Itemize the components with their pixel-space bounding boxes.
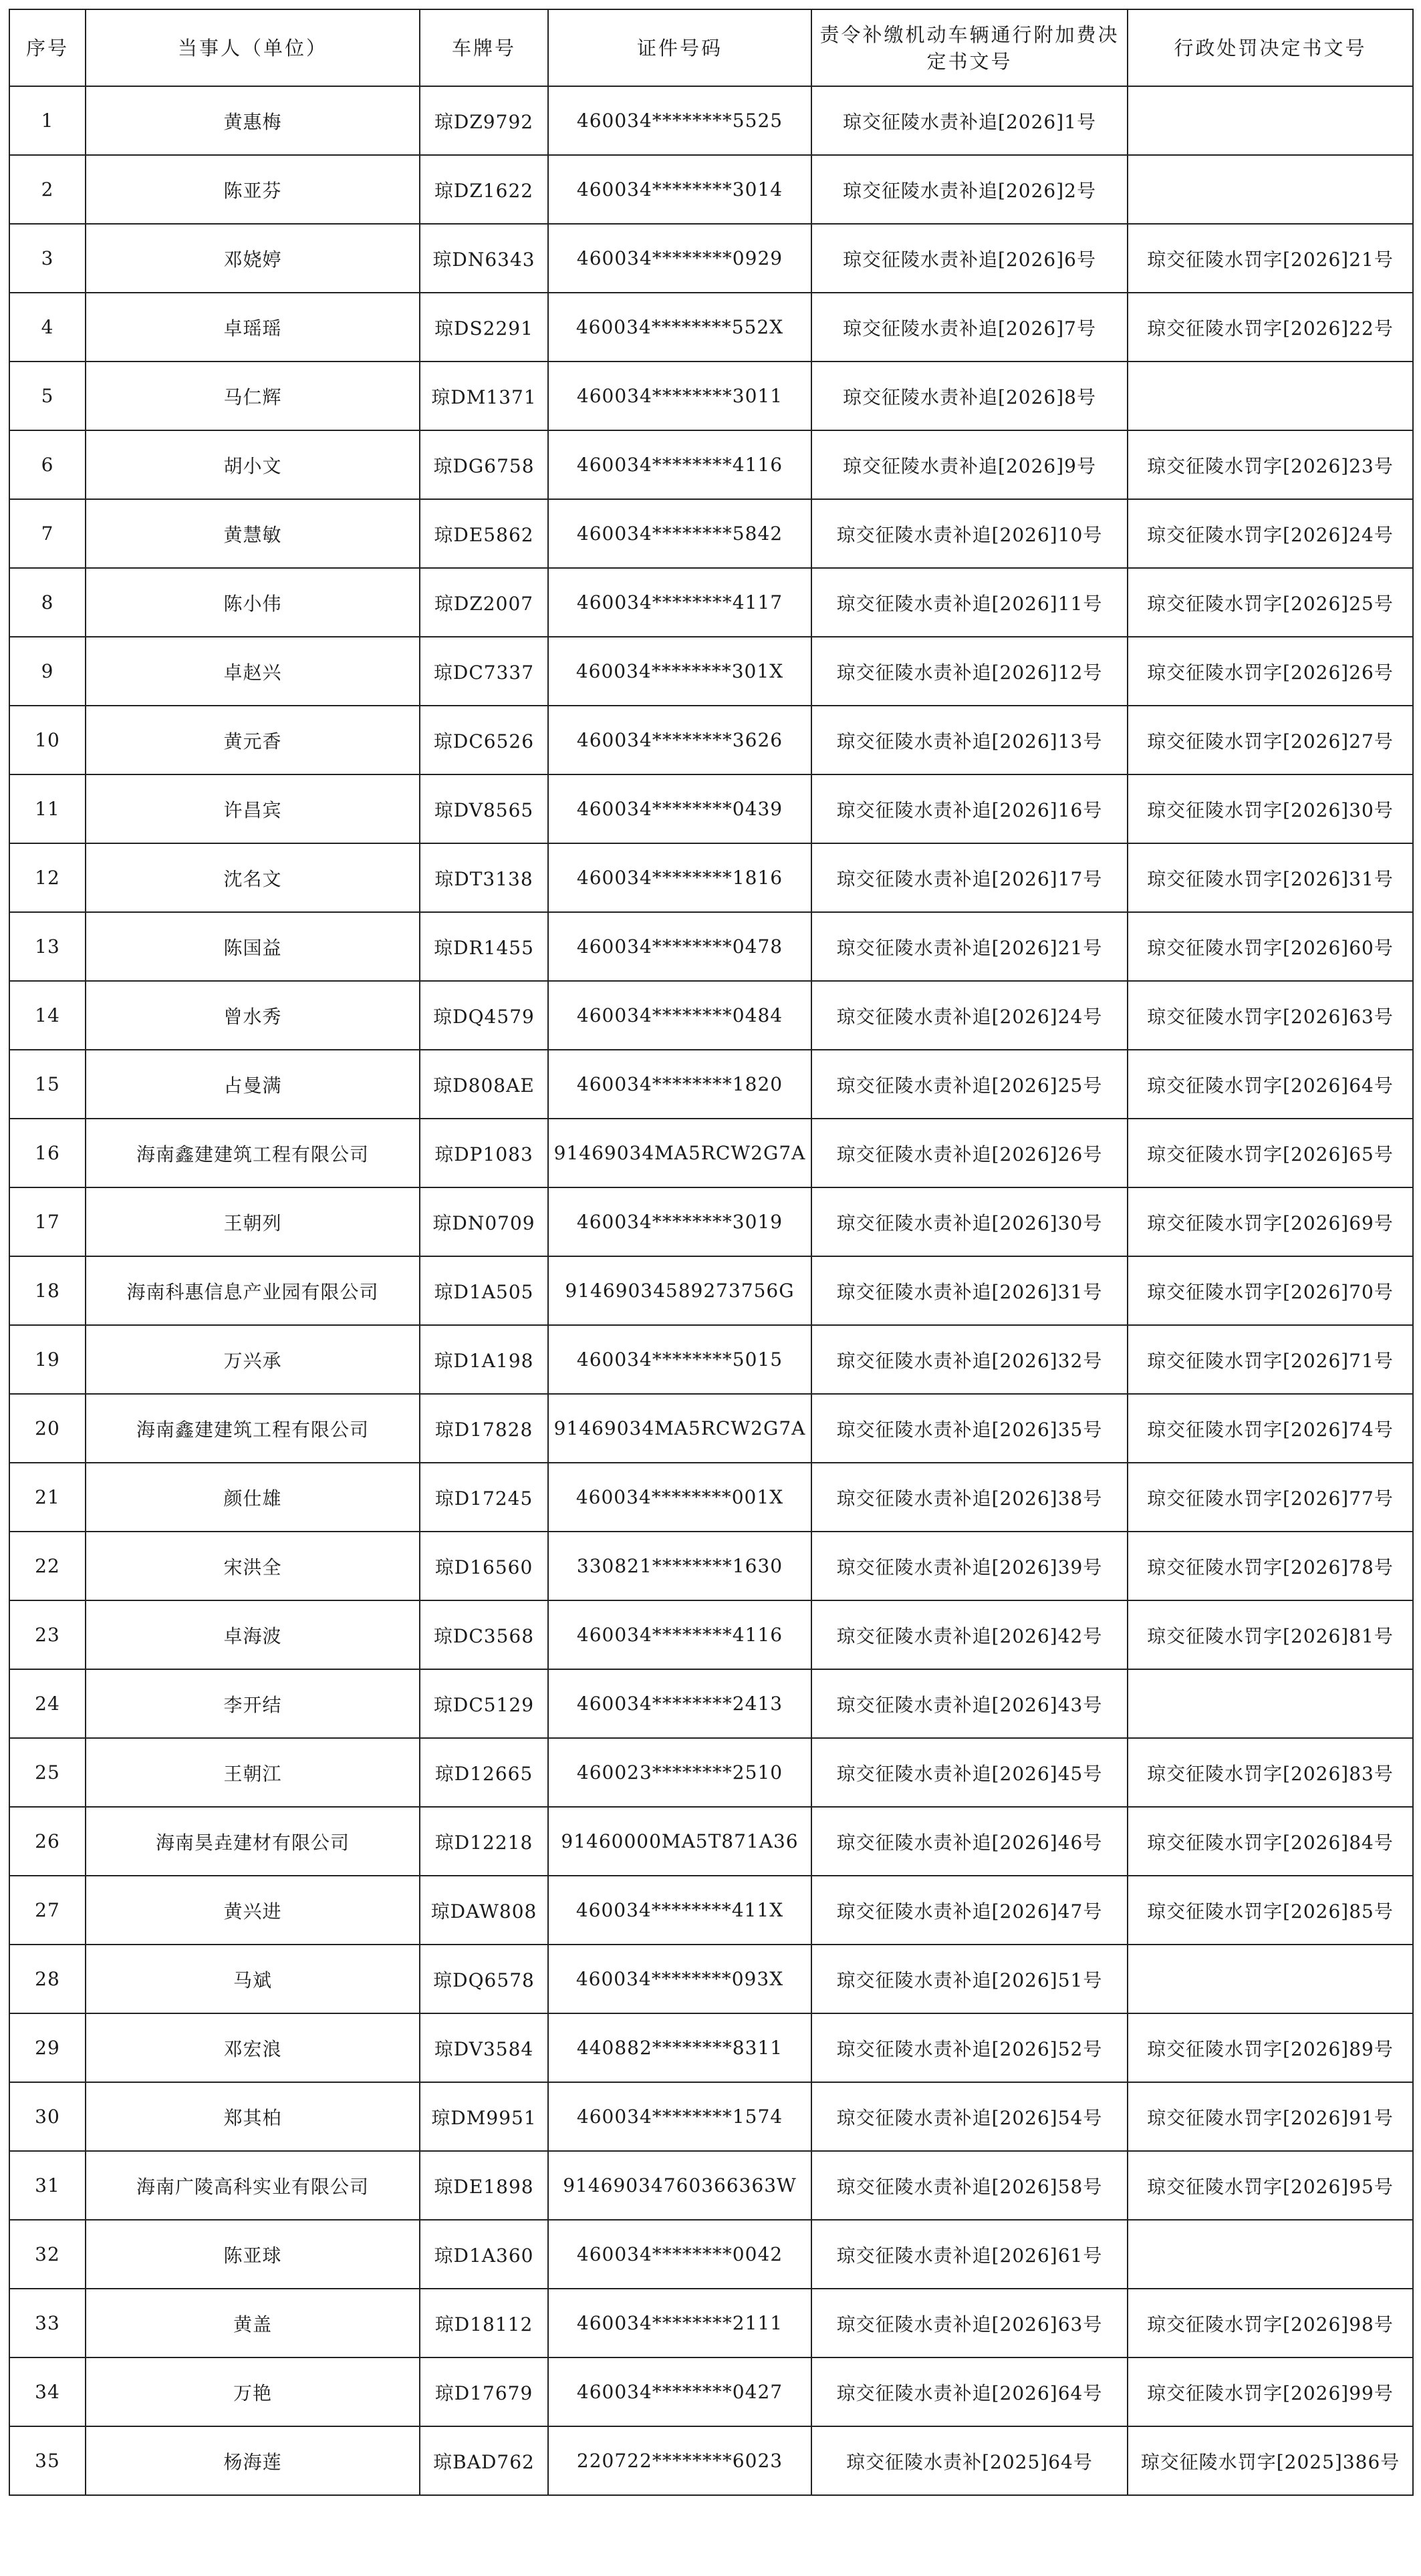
cell-id-number: 460034********4116 bbox=[548, 1600, 811, 1669]
table-header bbox=[9, 9, 1413, 86]
cell-party: 黄惠梅 bbox=[86, 86, 420, 155]
cell-penalty-decision-number: 琼交征陵水罚字[2026]21号 bbox=[1128, 224, 1413, 293]
cell-serial-number: 31 bbox=[9, 2151, 86, 2220]
table-row bbox=[9, 1669, 1413, 1738]
cell-plate-number: 琼DN6343 bbox=[420, 224, 548, 293]
cell-fee-decision-number: 琼交征陵水责补追[2026]31号 bbox=[811, 1256, 1128, 1325]
cell-penalty-decision-number: 琼交征陵水罚字[2026]74号 bbox=[1128, 1394, 1413, 1463]
cell-plate-number: 琼DV8565 bbox=[420, 774, 548, 843]
cell-serial-number: 10 bbox=[9, 706, 86, 774]
cell-id-number: 91469034MA5RCW2G7A bbox=[548, 1119, 811, 1187]
cell-plate-number: 琼DM9951 bbox=[420, 2082, 548, 2151]
cell-serial-number: 17 bbox=[9, 1187, 86, 1256]
cell-penalty-decision-number bbox=[1128, 1945, 1413, 2013]
cell-serial-number: 22 bbox=[9, 1532, 86, 1600]
cell-plate-number: 琼D1A198 bbox=[420, 1325, 548, 1394]
cell-serial-number: 4 bbox=[9, 293, 86, 362]
cell-plate-number: 琼DN0709 bbox=[420, 1187, 548, 1256]
cell-penalty-decision-number: 琼交征陵水罚字[2026]98号 bbox=[1128, 2289, 1413, 2357]
table-row bbox=[9, 1738, 1413, 1807]
cell-party: 黄元香 bbox=[86, 706, 420, 774]
cell-penalty-decision-number: 琼交征陵水罚字[2026]30号 bbox=[1128, 774, 1413, 843]
cell-serial-number: 24 bbox=[9, 1669, 86, 1738]
cell-party: 杨海莲 bbox=[86, 2426, 420, 2495]
header-row bbox=[9, 9, 1413, 86]
cell-plate-number: 琼D18112 bbox=[420, 2289, 548, 2357]
cell-fee-decision-number: 琼交征陵水责补追[2026]24号 bbox=[811, 981, 1128, 1050]
cell-id-number: 460034********1816 bbox=[548, 843, 811, 912]
cell-plate-number: 琼D12218 bbox=[420, 1807, 548, 1876]
cell-fee-decision-number: 琼交征陵水责补追[2026]17号 bbox=[811, 843, 1128, 912]
cell-plate-number: 琼DM1371 bbox=[420, 362, 548, 430]
cell-plate-number: 琼DQ4579 bbox=[420, 981, 548, 1050]
table-row bbox=[9, 2357, 1413, 2426]
cell-fee-decision-number: 琼交征陵水责补追[2026]30号 bbox=[811, 1187, 1128, 1256]
cell-party: 黄慧敏 bbox=[86, 499, 420, 568]
cell-serial-number: 21 bbox=[9, 1463, 86, 1532]
cell-id-number: 460034********5015 bbox=[548, 1325, 811, 1394]
cell-party: 卓海波 bbox=[86, 1600, 420, 1669]
cell-plate-number: 琼DC6526 bbox=[420, 706, 548, 774]
table-row bbox=[9, 1807, 1413, 1876]
cell-fee-decision-number: 琼交征陵水责补追[2026]64号 bbox=[811, 2357, 1128, 2426]
header-plate-number: 车牌号 bbox=[420, 9, 548, 86]
cell-serial-number: 32 bbox=[9, 2220, 86, 2289]
table-row bbox=[9, 499, 1413, 568]
cell-penalty-decision-number: 琼交征陵水罚字[2026]71号 bbox=[1128, 1325, 1413, 1394]
cell-party: 马斌 bbox=[86, 1945, 420, 2013]
cell-party: 占曼满 bbox=[86, 1050, 420, 1119]
cell-serial-number: 25 bbox=[9, 1738, 86, 1807]
table-row bbox=[9, 1876, 1413, 1945]
cell-serial-number: 16 bbox=[9, 1119, 86, 1187]
cell-penalty-decision-number: 琼交征陵水罚字[2026]84号 bbox=[1128, 1807, 1413, 1876]
cell-penalty-decision-number bbox=[1128, 155, 1413, 224]
cell-id-number: 460034********2111 bbox=[548, 2289, 811, 2357]
cell-id-number: 460034********0439 bbox=[548, 774, 811, 843]
table-body bbox=[9, 86, 1413, 2495]
cell-id-number: 460034********0929 bbox=[548, 224, 811, 293]
cell-party: 颜仕雄 bbox=[86, 1463, 420, 1532]
cell-id-number: 460034********552X bbox=[548, 293, 811, 362]
cell-plate-number: 琼DE5862 bbox=[420, 499, 548, 568]
cell-fee-decision-number: 琼交征陵水责补追[2026]13号 bbox=[811, 706, 1128, 774]
cell-penalty-decision-number: 琼交征陵水罚字[2026]26号 bbox=[1128, 637, 1413, 706]
cell-id-number: 91469034760366363W bbox=[548, 2151, 811, 2220]
cell-serial-number: 20 bbox=[9, 1394, 86, 1463]
cell-fee-decision-number: 琼交征陵水责补追[2026]42号 bbox=[811, 1600, 1128, 1669]
header-penalty-decision-number: 行政处罚决定书文号 bbox=[1128, 9, 1413, 86]
cell-party: 郑其柏 bbox=[86, 2082, 420, 2151]
cell-serial-number: 15 bbox=[9, 1050, 86, 1119]
cell-party: 邓娆婷 bbox=[86, 224, 420, 293]
cell-plate-number: 琼DZ2007 bbox=[420, 568, 548, 637]
cell-plate-number: 琼BAD762 bbox=[420, 2426, 548, 2495]
table-row bbox=[9, 86, 1413, 155]
table-row bbox=[9, 155, 1413, 224]
cell-serial-number: 33 bbox=[9, 2289, 86, 2357]
cell-serial-number: 26 bbox=[9, 1807, 86, 1876]
cell-penalty-decision-number: 琼交征陵水罚字[2026]64号 bbox=[1128, 1050, 1413, 1119]
cell-serial-number: 29 bbox=[9, 2013, 86, 2082]
table-row bbox=[9, 2220, 1413, 2289]
cell-penalty-decision-number: 琼交征陵水罚字[2025]386号 bbox=[1128, 2426, 1413, 2495]
cell-penalty-decision-number: 琼交征陵水罚字[2026]77号 bbox=[1128, 1463, 1413, 1532]
cell-fee-decision-number: 琼交征陵水责补追[2026]1号 bbox=[811, 86, 1128, 155]
table-row bbox=[9, 224, 1413, 293]
cell-party: 邓宏浪 bbox=[86, 2013, 420, 2082]
cell-party: 黄兴进 bbox=[86, 1876, 420, 1945]
table-row bbox=[9, 362, 1413, 430]
table-row bbox=[9, 1394, 1413, 1463]
cell-fee-decision-number: 琼交征陵水责补追[2026]16号 bbox=[811, 774, 1128, 843]
cell-plate-number: 琼DT3138 bbox=[420, 843, 548, 912]
cell-penalty-decision-number: 琼交征陵水罚字[2026]22号 bbox=[1128, 293, 1413, 362]
cell-plate-number: 琼DC5129 bbox=[420, 1669, 548, 1738]
cell-fee-decision-number: 琼交征陵水责补追[2026]51号 bbox=[811, 1945, 1128, 2013]
cell-plate-number: 琼D17245 bbox=[420, 1463, 548, 1532]
cell-fee-decision-number: 琼交征陵水责补追[2026]2号 bbox=[811, 155, 1128, 224]
cell-party: 陈亚芬 bbox=[86, 155, 420, 224]
penalty-notice-table bbox=[9, 9, 1414, 2496]
header-fee-decision-number: 责令补缴机动车辆通行附加费决定书文号 bbox=[811, 9, 1128, 86]
cell-serial-number: 13 bbox=[9, 912, 86, 981]
cell-fee-decision-number: 琼交征陵水责补追[2026]11号 bbox=[811, 568, 1128, 637]
cell-plate-number: 琼D17828 bbox=[420, 1394, 548, 1463]
cell-id-number: 91469034589273756G bbox=[548, 1256, 811, 1325]
cell-party: 沈名文 bbox=[86, 843, 420, 912]
cell-serial-number: 35 bbox=[9, 2426, 86, 2495]
cell-id-number: 330821********1630 bbox=[548, 1532, 811, 1600]
cell-fee-decision-number: 琼交征陵水责补[2025]64号 bbox=[811, 2426, 1128, 2495]
cell-penalty-decision-number: 琼交征陵水罚字[2026]60号 bbox=[1128, 912, 1413, 981]
cell-party: 陈亚球 bbox=[86, 2220, 420, 2289]
cell-penalty-decision-number: 琼交征陵水罚字[2026]95号 bbox=[1128, 2151, 1413, 2220]
table-row bbox=[9, 1256, 1413, 1325]
cell-plate-number: 琼DG6758 bbox=[420, 430, 548, 499]
cell-id-number: 460034********301X bbox=[548, 637, 811, 706]
cell-party: 王朝列 bbox=[86, 1187, 420, 1256]
table-row bbox=[9, 2426, 1413, 2495]
cell-id-number: 460034********2413 bbox=[548, 1669, 811, 1738]
cell-party: 卓赵兴 bbox=[86, 637, 420, 706]
cell-fee-decision-number: 琼交征陵水责补追[2026]7号 bbox=[811, 293, 1128, 362]
cell-serial-number: 12 bbox=[9, 843, 86, 912]
cell-penalty-decision-number: 琼交征陵水罚字[2026]24号 bbox=[1128, 499, 1413, 568]
cell-plate-number: 琼DS2291 bbox=[420, 293, 548, 362]
cell-id-number: 460034********1574 bbox=[548, 2082, 811, 2151]
cell-serial-number: 2 bbox=[9, 155, 86, 224]
cell-id-number: 460034********411X bbox=[548, 1876, 811, 1945]
cell-penalty-decision-number: 琼交征陵水罚字[2026]91号 bbox=[1128, 2082, 1413, 2151]
cell-penalty-decision-number: 琼交征陵水罚字[2026]81号 bbox=[1128, 1600, 1413, 1669]
cell-id-number: 460034********4117 bbox=[548, 568, 811, 637]
cell-fee-decision-number: 琼交征陵水责补追[2026]54号 bbox=[811, 2082, 1128, 2151]
cell-party: 许昌宾 bbox=[86, 774, 420, 843]
cell-id-number: 220722********6023 bbox=[548, 2426, 811, 2495]
cell-plate-number: 琼DZ1622 bbox=[420, 155, 548, 224]
cell-fee-decision-number: 琼交征陵水责补追[2026]45号 bbox=[811, 1738, 1128, 1807]
cell-id-number: 460034********4116 bbox=[548, 430, 811, 499]
cell-fee-decision-number: 琼交征陵水责补追[2026]39号 bbox=[811, 1532, 1128, 1600]
cell-penalty-decision-number bbox=[1128, 362, 1413, 430]
cell-fee-decision-number: 琼交征陵水责补追[2026]63号 bbox=[811, 2289, 1128, 2357]
cell-party: 马仁辉 bbox=[86, 362, 420, 430]
cell-serial-number: 14 bbox=[9, 981, 86, 1050]
cell-serial-number: 18 bbox=[9, 1256, 86, 1325]
cell-penalty-decision-number: 琼交征陵水罚字[2026]27号 bbox=[1128, 706, 1413, 774]
cell-id-number: 440882********8311 bbox=[548, 2013, 811, 2082]
cell-party: 胡小文 bbox=[86, 430, 420, 499]
cell-penalty-decision-number: 琼交征陵水罚字[2026]89号 bbox=[1128, 2013, 1413, 2082]
table-row bbox=[9, 1463, 1413, 1532]
cell-party: 陈小伟 bbox=[86, 568, 420, 637]
cell-serial-number: 34 bbox=[9, 2357, 86, 2426]
table-row bbox=[9, 706, 1413, 774]
cell-party: 海南昊垚建材有限公司 bbox=[86, 1807, 420, 1876]
table-row bbox=[9, 1187, 1413, 1256]
cell-penalty-decision-number: 琼交征陵水罚字[2026]83号 bbox=[1128, 1738, 1413, 1807]
cell-penalty-decision-number: 琼交征陵水罚字[2026]78号 bbox=[1128, 1532, 1413, 1600]
table-row bbox=[9, 2082, 1413, 2151]
cell-serial-number: 28 bbox=[9, 1945, 86, 2013]
cell-id-number: 460034********3019 bbox=[548, 1187, 811, 1256]
table-row bbox=[9, 1945, 1413, 2013]
table-row bbox=[9, 981, 1413, 1050]
cell-id-number: 91469034MA5RCW2G7A bbox=[548, 1394, 811, 1463]
cell-fee-decision-number: 琼交征陵水责补追[2026]43号 bbox=[811, 1669, 1128, 1738]
cell-id-number: 460034********3011 bbox=[548, 362, 811, 430]
cell-id-number: 460034********0042 bbox=[548, 2220, 811, 2289]
cell-id-number: 460034********5525 bbox=[548, 86, 811, 155]
cell-party: 卓瑶瑶 bbox=[86, 293, 420, 362]
cell-plate-number: 琼DV3584 bbox=[420, 2013, 548, 2082]
cell-penalty-decision-number: 琼交征陵水罚字[2026]31号 bbox=[1128, 843, 1413, 912]
table-row bbox=[9, 912, 1413, 981]
cell-party: 陈国益 bbox=[86, 912, 420, 981]
cell-plate-number: 琼DAW808 bbox=[420, 1876, 548, 1945]
cell-fee-decision-number: 琼交征陵水责补追[2026]10号 bbox=[811, 499, 1128, 568]
table-row bbox=[9, 843, 1413, 912]
cell-fee-decision-number: 琼交征陵水责补追[2026]12号 bbox=[811, 637, 1128, 706]
table-row bbox=[9, 1119, 1413, 1187]
table-row bbox=[9, 637, 1413, 706]
table-row bbox=[9, 1600, 1413, 1669]
cell-serial-number: 19 bbox=[9, 1325, 86, 1394]
table-row bbox=[9, 430, 1413, 499]
cell-fee-decision-number: 琼交征陵水责补追[2026]35号 bbox=[811, 1394, 1128, 1463]
cell-plate-number: 琼D1A360 bbox=[420, 2220, 548, 2289]
table-row bbox=[9, 774, 1413, 843]
cell-id-number: 460034********001X bbox=[548, 1463, 811, 1532]
cell-fee-decision-number: 琼交征陵水责补追[2026]6号 bbox=[811, 224, 1128, 293]
cell-party: 宋洪全 bbox=[86, 1532, 420, 1600]
header-id-number: 证件号码 bbox=[548, 9, 811, 86]
cell-plate-number: 琼D808AE bbox=[420, 1050, 548, 1119]
cell-fee-decision-number: 琼交征陵水责补追[2026]47号 bbox=[811, 1876, 1128, 1945]
cell-penalty-decision-number bbox=[1128, 86, 1413, 155]
cell-fee-decision-number: 琼交征陵水责补追[2026]9号 bbox=[811, 430, 1128, 499]
cell-penalty-decision-number: 琼交征陵水罚字[2026]25号 bbox=[1128, 568, 1413, 637]
cell-penalty-decision-number: 琼交征陵水罚字[2026]70号 bbox=[1128, 1256, 1413, 1325]
cell-penalty-decision-number: 琼交征陵水罚字[2026]23号 bbox=[1128, 430, 1413, 499]
cell-plate-number: 琼DQ6578 bbox=[420, 1945, 548, 2013]
cell-plate-number: 琼DP1083 bbox=[420, 1119, 548, 1187]
cell-plate-number: 琼DR1455 bbox=[420, 912, 548, 981]
cell-plate-number: 琼DC7337 bbox=[420, 637, 548, 706]
cell-party: 曾水秀 bbox=[86, 981, 420, 1050]
cell-serial-number: 7 bbox=[9, 499, 86, 568]
cell-serial-number: 9 bbox=[9, 637, 86, 706]
cell-id-number: 460034********1820 bbox=[548, 1050, 811, 1119]
cell-id-number: 460034********093X bbox=[548, 1945, 811, 2013]
cell-id-number: 460034********5842 bbox=[548, 499, 811, 568]
cell-fee-decision-number: 琼交征陵水责补追[2026]38号 bbox=[811, 1463, 1128, 1532]
table-row bbox=[9, 1325, 1413, 1394]
cell-party: 王朝江 bbox=[86, 1738, 420, 1807]
cell-serial-number: 1 bbox=[9, 86, 86, 155]
cell-party: 李开结 bbox=[86, 1669, 420, 1738]
cell-serial-number: 23 bbox=[9, 1600, 86, 1669]
table-row bbox=[9, 2289, 1413, 2357]
cell-id-number: 460034********0478 bbox=[548, 912, 811, 981]
cell-serial-number: 11 bbox=[9, 774, 86, 843]
cell-serial-number: 8 bbox=[9, 568, 86, 637]
cell-fee-decision-number: 琼交征陵水责补追[2026]32号 bbox=[811, 1325, 1128, 1394]
cell-plate-number: 琼D12665 bbox=[420, 1738, 548, 1807]
header-serial-number: 序号 bbox=[9, 9, 86, 86]
cell-party: 海南鑫建建筑工程有限公司 bbox=[86, 1119, 420, 1187]
cell-party: 万艳 bbox=[86, 2357, 420, 2426]
cell-serial-number: 30 bbox=[9, 2082, 86, 2151]
cell-penalty-decision-number: 琼交征陵水罚字[2026]85号 bbox=[1128, 1876, 1413, 1945]
cell-penalty-decision-number: 琼交征陵水罚字[2026]65号 bbox=[1128, 1119, 1413, 1187]
cell-penalty-decision-number bbox=[1128, 2220, 1413, 2289]
table-row bbox=[9, 2151, 1413, 2220]
table-row bbox=[9, 1532, 1413, 1600]
cell-fee-decision-number: 琼交征陵水责补追[2026]21号 bbox=[811, 912, 1128, 981]
cell-plate-number: 琼D17679 bbox=[420, 2357, 548, 2426]
cell-id-number: 91460000MA5T871A36 bbox=[548, 1807, 811, 1876]
cell-fee-decision-number: 琼交征陵水责补追[2026]26号 bbox=[811, 1119, 1128, 1187]
cell-plate-number: 琼DE1898 bbox=[420, 2151, 548, 2220]
cell-party: 海南广陵高科实业有限公司 bbox=[86, 2151, 420, 2220]
cell-id-number: 460034********0427 bbox=[548, 2357, 811, 2426]
table-row bbox=[9, 293, 1413, 362]
cell-fee-decision-number: 琼交征陵水责补追[2026]52号 bbox=[811, 2013, 1128, 2082]
cell-fee-decision-number: 琼交征陵水责补追[2026]61号 bbox=[811, 2220, 1128, 2289]
cell-serial-number: 27 bbox=[9, 1876, 86, 1945]
cell-serial-number: 6 bbox=[9, 430, 86, 499]
cell-penalty-decision-number: 琼交征陵水罚字[2026]63号 bbox=[1128, 981, 1413, 1050]
cell-serial-number: 3 bbox=[9, 224, 86, 293]
cell-party: 黄盖 bbox=[86, 2289, 420, 2357]
cell-plate-number: 琼D16560 bbox=[420, 1532, 548, 1600]
table-row bbox=[9, 568, 1413, 637]
cell-plate-number: 琼DZ9792 bbox=[420, 86, 548, 155]
cell-penalty-decision-number bbox=[1128, 1669, 1413, 1738]
cell-id-number: 460034********0484 bbox=[548, 981, 811, 1050]
cell-party: 海南科惠信息产业园有限公司 bbox=[86, 1256, 420, 1325]
cell-fee-decision-number: 琼交征陵水责补追[2026]8号 bbox=[811, 362, 1128, 430]
table-row bbox=[9, 1050, 1413, 1119]
cell-plate-number: 琼DC3568 bbox=[420, 1600, 548, 1669]
cell-penalty-decision-number: 琼交征陵水罚字[2026]69号 bbox=[1128, 1187, 1413, 1256]
cell-party: 海南鑫建建筑工程有限公司 bbox=[86, 1394, 420, 1463]
cell-id-number: 460023********2510 bbox=[548, 1738, 811, 1807]
cell-party: 万兴承 bbox=[86, 1325, 420, 1394]
header-party: 当事人（单位） bbox=[86, 9, 420, 86]
cell-fee-decision-number: 琼交征陵水责补追[2026]46号 bbox=[811, 1807, 1128, 1876]
cell-penalty-decision-number: 琼交征陵水罚字[2026]99号 bbox=[1128, 2357, 1413, 2426]
table-row bbox=[9, 2013, 1413, 2082]
cell-plate-number: 琼D1A505 bbox=[420, 1256, 548, 1325]
cell-id-number: 460034********3014 bbox=[548, 155, 811, 224]
cell-id-number: 460034********3626 bbox=[548, 706, 811, 774]
cell-serial-number: 5 bbox=[9, 362, 86, 430]
cell-fee-decision-number: 琼交征陵水责补追[2026]25号 bbox=[811, 1050, 1128, 1119]
cell-fee-decision-number: 琼交征陵水责补追[2026]58号 bbox=[811, 2151, 1128, 2220]
